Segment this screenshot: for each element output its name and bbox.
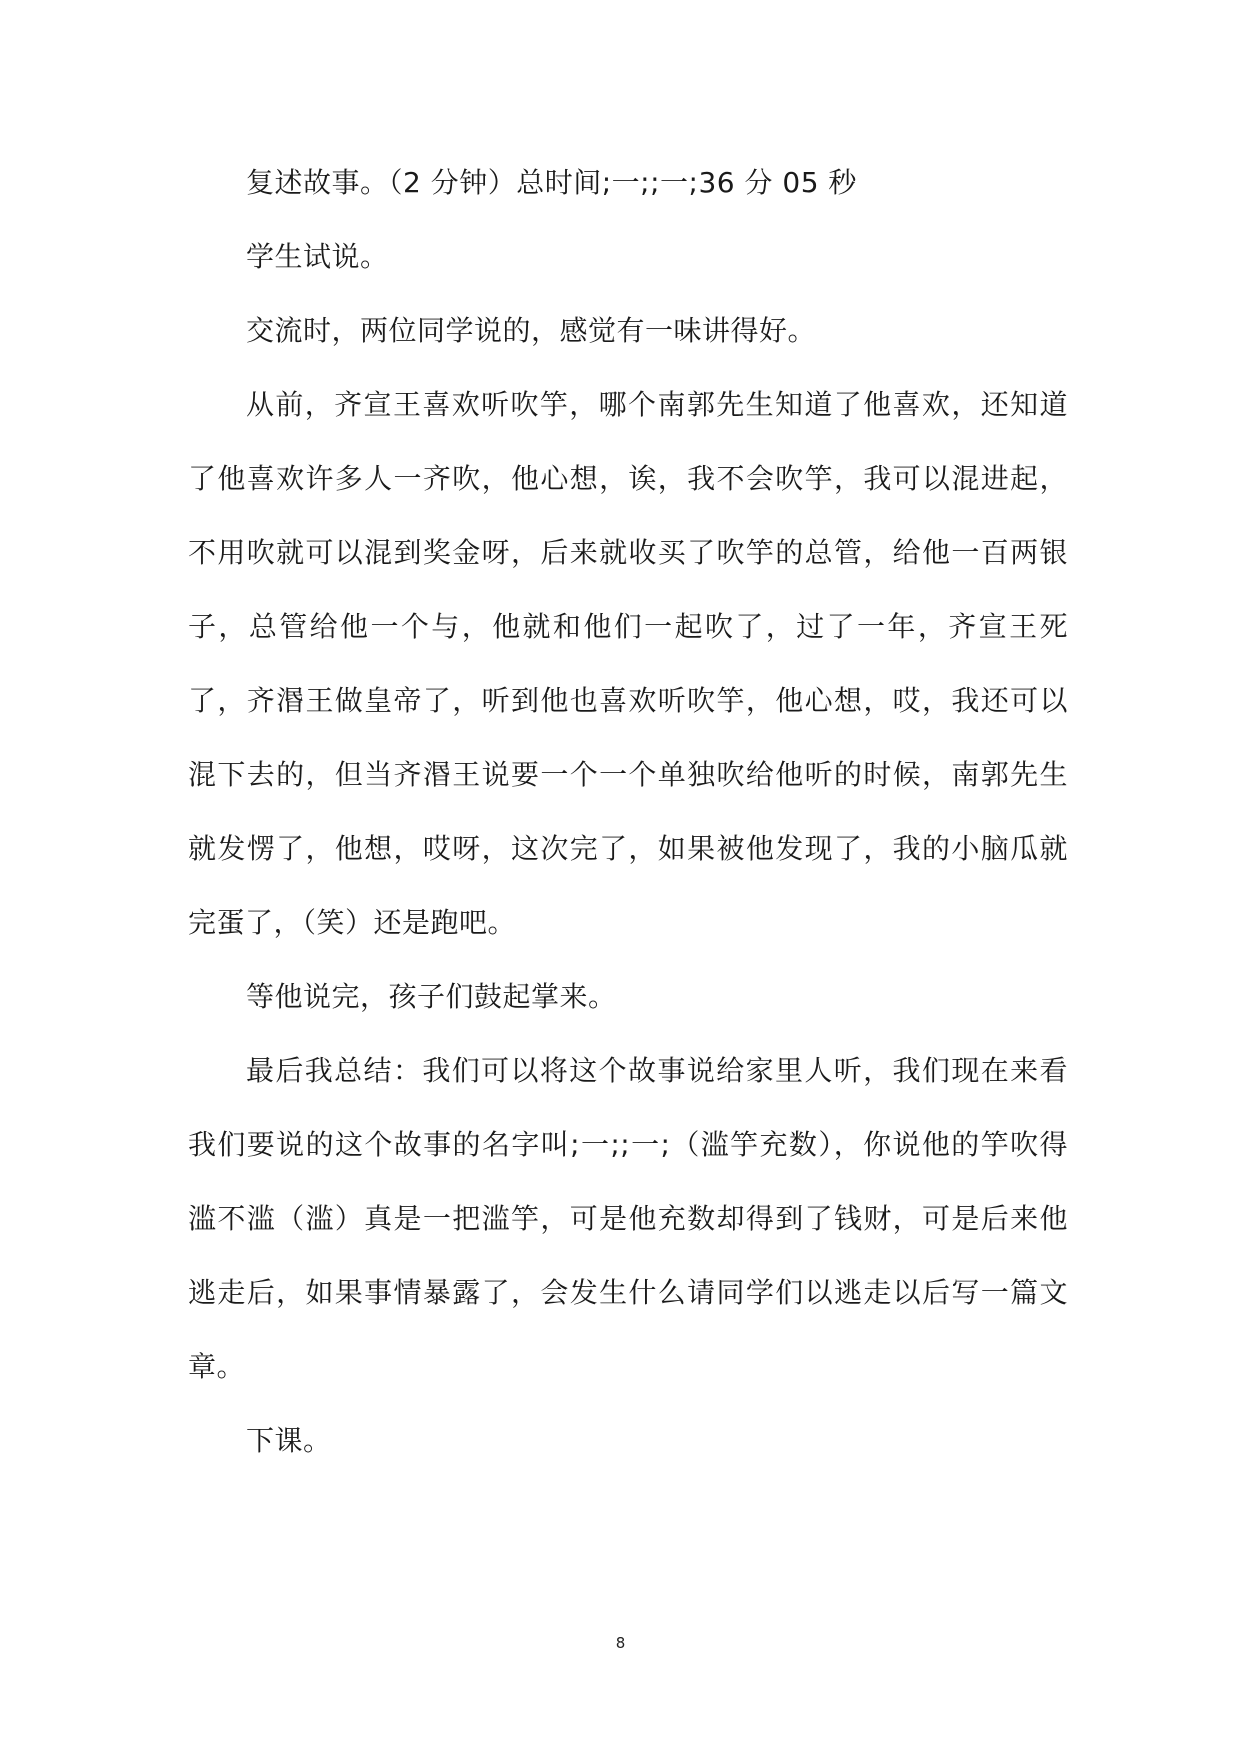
paragraph-class-dismissed: 下课。 xyxy=(246,1424,332,1457)
paragraph-retell-instruction: 复述故事。（2 分钟）总时间;一;;一;36 分 05 秒 xyxy=(246,166,857,199)
paragraph-story-retelling: 从前，齐宣王喜欢听吹竽，哪个南郭先生知道了他喜欢，还知道了他喜欢许多人一齐吹，他心想，诶，我不会吹竽，我可以混进起，不用吹就可以混到奖金呀，后来就收买了吹竽的总管，给他一百两银子，总管给他一个与，他就和他们一起吹了，过了一年，齐宣王死了，齐湣王做皇帝了，听到他也喜欢听吹竽，他心想，哎，我还可以混下去的，但当齐湣王说要一个一个单独吹给他听的时候，南郭先生就发愣了，他想，哎呀，这次完了，如果被他发现了，我的小脑瓜就完蛋了，（笑）还是跑吧。 xyxy=(188,388,1068,939)
paragraph-exchange: 交流时，两位同学说的，感觉有一味讲得好。 xyxy=(246,314,817,347)
page-number: 8 xyxy=(615,1634,626,1652)
paragraph-applause: 等他说完，孩子们鼓起掌来。 xyxy=(246,980,617,1013)
document-body xyxy=(188,146,1068,1478)
paragraph-summary: 最后我总结：我们可以将这个故事说给家里人听，我们现在来看我们要说的这个故事的名字叫;一;;一;（滥竽充数），你说他的竽吹得滥不滥（滥）真是一把滥竽，可是他充数却得到了钱财，可是后来他逃走后，如果事情暴露了，会发生什么请同学们以逃走以后写一篇文章。 xyxy=(188,1054,1068,1383)
paragraph-student-attempt: 学生试说。 xyxy=(246,240,389,273)
